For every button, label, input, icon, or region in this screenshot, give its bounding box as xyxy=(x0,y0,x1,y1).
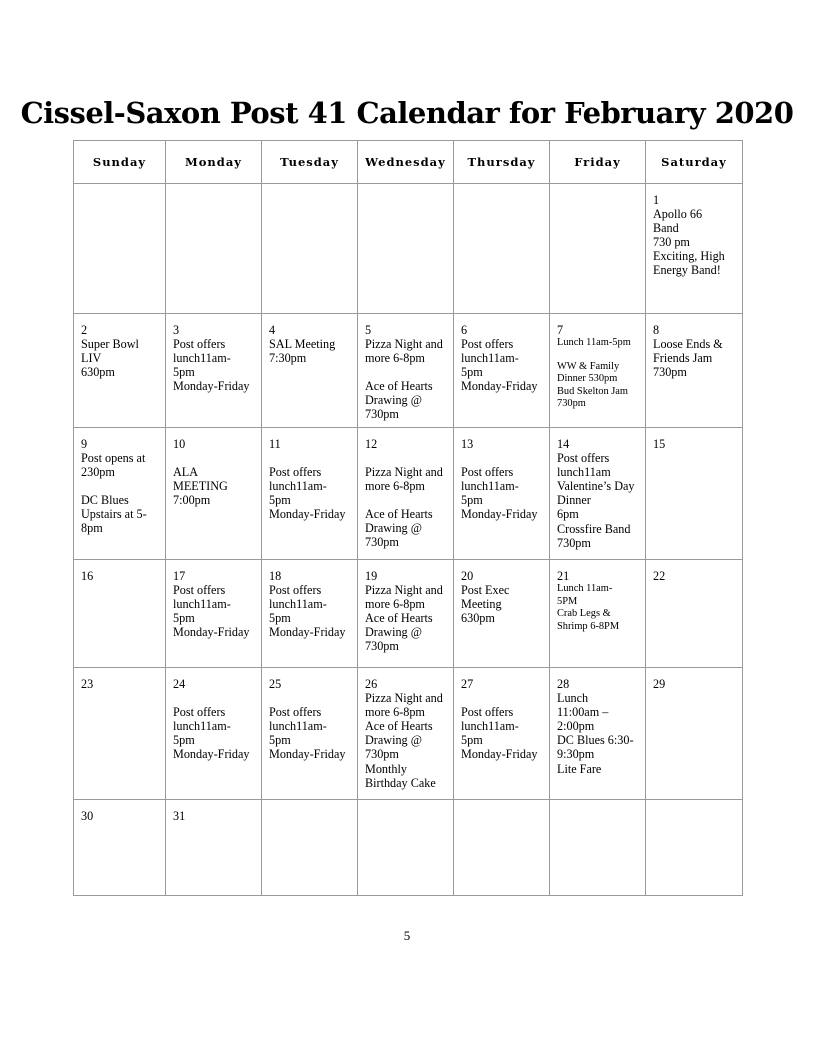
day-number: 10 xyxy=(173,437,186,451)
day-number: 13 xyxy=(461,437,474,451)
calendar-day xyxy=(646,314,743,428)
day-number: 8 xyxy=(653,323,660,337)
calendar-day xyxy=(646,560,743,668)
weekday-header-row xyxy=(74,141,743,184)
calendar-day-empty xyxy=(454,184,550,314)
calendar-day xyxy=(550,668,646,800)
calendar-day-empty xyxy=(166,184,262,314)
weekday-header: Wednesday xyxy=(358,141,454,184)
calendar-day xyxy=(166,428,262,560)
calendar-day xyxy=(358,560,454,668)
event-text: Post offers lunch11am- 5pm Monday-Friday xyxy=(269,583,346,640)
calendar-day xyxy=(262,560,358,668)
calendar-day xyxy=(550,314,646,428)
calendar-day-empty xyxy=(74,184,166,314)
weekday-header: Sunday xyxy=(74,141,166,184)
day-number: 14 xyxy=(557,437,570,451)
calendar-week xyxy=(74,428,743,560)
day-number: 15 xyxy=(653,437,666,451)
event-text: Super Bowl LIV 630pm xyxy=(81,337,139,380)
event-text: Post offers lunch11am Valentine’s Day Dinner 6pm Crossfire Band 730pm xyxy=(557,451,635,550)
calendar-week xyxy=(74,184,743,314)
event-text: ALA MEETING 7:00pm xyxy=(173,465,228,508)
calendar-day xyxy=(166,800,262,896)
weekday-header: Tuesday xyxy=(262,141,358,184)
weekday-header: Thursday xyxy=(454,141,550,184)
calendar-day-empty xyxy=(262,184,358,314)
calendar-week xyxy=(74,800,743,896)
calendar-week xyxy=(74,560,743,668)
day-number: 9 xyxy=(81,437,88,451)
event-text: Loose Ends & Friends Jam 730pm xyxy=(653,337,723,380)
calendar-day-empty xyxy=(550,184,646,314)
day-number: 18 xyxy=(269,569,282,583)
day-number: 27 xyxy=(461,677,474,691)
calendar-day-empty xyxy=(358,800,454,896)
calendar-day xyxy=(454,428,550,560)
calendar-day xyxy=(358,428,454,560)
calendar-week xyxy=(74,314,743,428)
calendar-day xyxy=(166,560,262,668)
event-text: Ace of Hearts Drawing @ 730pm xyxy=(365,379,433,422)
calendar-week xyxy=(74,668,743,800)
day-number: 4 xyxy=(269,323,276,337)
event-text: Ace of Hearts Drawing @ 730pm xyxy=(365,507,433,550)
weekday-header: Friday xyxy=(550,141,646,184)
calendar-day xyxy=(646,668,743,800)
calendar-day xyxy=(74,560,166,668)
calendar-day xyxy=(454,560,550,668)
day-number: 25 xyxy=(269,677,282,691)
day-number: 30 xyxy=(81,809,94,823)
day-number: 19 xyxy=(365,569,378,583)
event-text: SAL Meeting 7:30pm xyxy=(269,337,336,366)
day-number: 1 xyxy=(653,193,660,207)
calendar-day xyxy=(166,314,262,428)
calendar-day xyxy=(646,184,743,314)
day-number: 5 xyxy=(365,323,372,337)
day-number: 31 xyxy=(173,809,186,823)
day-number: 6 xyxy=(461,323,468,337)
event-text: Post offers lunch11am- 5pm Monday-Friday xyxy=(461,337,538,394)
day-number: 21 xyxy=(557,569,570,583)
calendar-day-empty xyxy=(550,800,646,896)
day-number: 3 xyxy=(173,323,180,337)
day-number: 7 xyxy=(557,323,564,337)
event-text: Lunch 11am-5pm xyxy=(557,337,631,349)
event-text: Post opens at 230pm xyxy=(81,451,146,480)
calendar-day xyxy=(262,314,358,428)
event-text: Post offers lunch11am- 5pm Monday-Friday xyxy=(173,705,250,762)
calendar-day xyxy=(74,428,166,560)
calendar-day xyxy=(358,668,454,800)
day-number: 24 xyxy=(173,677,186,691)
event-text: Post offers lunch11am- 5pm Monday-Friday xyxy=(461,465,538,522)
calendar-day xyxy=(74,668,166,800)
calendar-day xyxy=(262,428,358,560)
calendar-day-empty xyxy=(454,800,550,896)
page-number: 5 xyxy=(403,928,411,943)
event-text: Pizza Night and more 6-8pm Ace of Hearts Drawing @ 730pm Monthly Birthday Cake xyxy=(365,691,443,790)
day-number: 12 xyxy=(365,437,378,451)
event-text: Post offers lunch11am- 5pm Monday-Friday xyxy=(173,583,250,640)
event-text: Post offers lunch11am- 5pm Monday-Friday xyxy=(461,705,538,762)
calendar-day xyxy=(74,314,166,428)
day-number: 22 xyxy=(653,569,666,583)
event-text: DC Blues Upstairs at 5- 8pm xyxy=(81,493,147,536)
event-text: Lunch 11:00am – 2:00pm DC Blues 6:30- 9:30pm Lite Fare xyxy=(557,691,634,776)
calendar-day-empty xyxy=(358,184,454,314)
calendar-table xyxy=(73,140,743,896)
calendar-day xyxy=(358,314,454,428)
event-text: WW & Family Dinner 530pm Bud Skelton Jam 730pm xyxy=(557,360,629,410)
weekday-header: Monday xyxy=(166,141,262,184)
day-number: 16 xyxy=(81,569,94,583)
day-number: 23 xyxy=(81,677,94,691)
calendar-day xyxy=(74,800,166,896)
day-number: 2 xyxy=(81,323,88,337)
calendar-day xyxy=(262,668,358,800)
day-number: 20 xyxy=(461,569,474,583)
event-text: Post Exec Meeting 630pm xyxy=(461,583,510,626)
event-text: Pizza Night and more 6-8pm xyxy=(365,337,443,366)
event-text: Lunch 11am- 5PM Crab Legs & Shrimp 6-8PM xyxy=(557,583,620,632)
event-text: Pizza Night and more 6-8pm xyxy=(365,465,443,494)
calendar-day xyxy=(550,560,646,668)
calendar-day xyxy=(550,428,646,560)
day-number: 28 xyxy=(557,677,570,691)
day-number: 17 xyxy=(173,569,186,583)
weekday-header: Saturday xyxy=(646,141,743,184)
calendar-day xyxy=(454,314,550,428)
calendar-day-empty xyxy=(646,800,743,896)
calendar-day-empty xyxy=(262,800,358,896)
day-number: 26 xyxy=(365,677,378,691)
calendar-day xyxy=(454,668,550,800)
calendar-day xyxy=(646,428,743,560)
event-text: Pizza Night and more 6-8pm Ace of Hearts Drawing @ 730pm xyxy=(365,583,443,654)
calendar-day xyxy=(166,668,262,800)
event-text: Post offers lunch11am- 5pm Monday-Friday xyxy=(269,705,346,762)
day-number: 11 xyxy=(269,437,281,451)
page-title: Cissel-Saxon Post 41 Calendar for February 2020 xyxy=(20,96,794,130)
event-text: Post offers lunch11am- 5pm Monday-Friday xyxy=(269,465,346,522)
event-text: Apollo 66 Band 730 pm Exciting, High Energy Band! xyxy=(653,207,725,278)
event-text: Post offers lunch11am- 5pm Monday-Friday xyxy=(173,337,250,394)
day-number: 29 xyxy=(653,677,666,691)
